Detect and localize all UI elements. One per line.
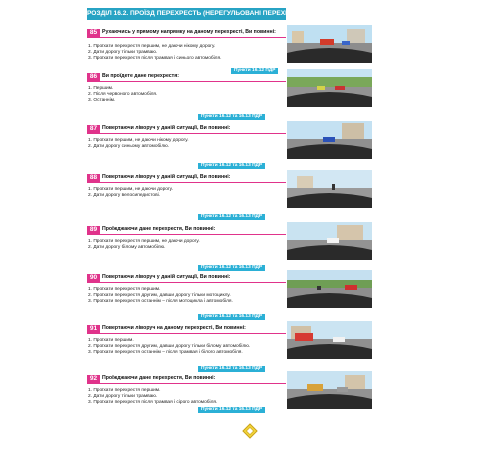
answer-option[interactable]: 2. Дати дорогу білому автомобілю. bbox=[88, 244, 166, 250]
answer-option[interactable]: 1. Проїхати першим, не даючи дорогу. bbox=[88, 187, 173, 192]
question-number: 86 bbox=[87, 73, 100, 81]
road-scene-image bbox=[287, 69, 372, 107]
answer-option[interactable]: 3. Проїхати перехрестя останнім – після мотоцикла і автомобіля. bbox=[88, 298, 233, 304]
question-number: 87 bbox=[87, 125, 100, 133]
question-title: Ви проїдете дане перехрестя: bbox=[102, 73, 179, 79]
road-scene-image bbox=[287, 321, 372, 359]
rule-reference: Пункти 16.12 та 16.13 ПДР bbox=[198, 214, 265, 220]
question-header bbox=[87, 375, 286, 384]
road-scene-image bbox=[287, 222, 372, 260]
road-scene-image bbox=[287, 270, 372, 308]
answer-option[interactable]: 2. Дати дорогу тільки трамваю. bbox=[88, 393, 158, 399]
answer-list bbox=[88, 44, 221, 61]
answer-option[interactable]: 1. Проїхати першим. bbox=[88, 338, 134, 343]
rule-reference: Пункти 16.12 ПДР bbox=[231, 68, 278, 74]
question-header bbox=[87, 274, 286, 283]
rule-reference: Пункти 16.12 та 16.13 ПДР bbox=[198, 163, 265, 169]
answer-option[interactable]: 3. Проїхати перехрестя після трамвая і сірого автомобіля. bbox=[88, 399, 218, 405]
answer-option[interactable]: 2. Дати дорогу велосипедистові. bbox=[88, 192, 161, 198]
road-scene-image bbox=[287, 121, 372, 159]
road-scene-image bbox=[287, 25, 372, 63]
rule-reference: Пункти 16.12 та 16.13 ПДР bbox=[198, 314, 265, 320]
answer-option[interactable]: 1. Проїхати перехрестя першим, не даючи нікому дорогу. bbox=[88, 44, 216, 49]
rule-reference: Пункти 16.12 та 16.13 ПДР bbox=[198, 114, 265, 120]
answer-list bbox=[88, 287, 233, 304]
answer-option[interactable]: 1. Проїхати перехрестя першим. bbox=[88, 287, 161, 292]
answer-list bbox=[88, 388, 217, 405]
answer-option[interactable]: 2. Проїхати перехрестя другим, давши дорогу тільки білому автомобілю. bbox=[88, 343, 251, 349]
question-number: 85 bbox=[87, 29, 100, 37]
question-number: 90 bbox=[87, 274, 100, 282]
question-number: 92 bbox=[87, 375, 100, 383]
answer-option[interactable]: 3. Останнім. bbox=[88, 97, 116, 103]
rule-reference: Пункти 16.12 та 16.13 ПДР bbox=[198, 407, 265, 413]
question-title: Рухаючись у прямому напрямку на даному перехресті, Ви повинні: bbox=[102, 29, 276, 35]
answer-list bbox=[88, 86, 157, 103]
answer-option[interactable]: 1. Проїхати перехрестя першим, не даючи дорогу. bbox=[88, 239, 200, 244]
question-header bbox=[87, 174, 286, 183]
answer-option[interactable]: 2. Проїхати перехрестя другим, давши дорогу тільки мотоциклу. bbox=[88, 292, 231, 298]
question-header bbox=[87, 73, 286, 82]
question-header bbox=[87, 325, 286, 334]
question-title: Повертаючи ліворуч у даній ситуації, Ви повинні: bbox=[102, 274, 231, 280]
question-title: Повертаючи ліворуч у даній ситуації, Ви повинні: bbox=[102, 125, 231, 131]
question-title: Повертаючи ліворуч на даному перехресті, Ви повинні: bbox=[102, 325, 246, 331]
question-header bbox=[87, 125, 286, 134]
rule-reference: Пункти 16.12 та 16.13 ПДР bbox=[198, 265, 265, 271]
section-title: РОЗДІЛ 16.2. ПРОЇЗД ПЕРЕХРЕСТЬ (НЕРЕГУЛЬОВАНІ ПЕРЕХРЕСТЯ) bbox=[87, 8, 286, 20]
answer-option[interactable]: 3. Проїхати перехрестя після трамвая і синього автомобіля. bbox=[88, 55, 222, 61]
answer-list bbox=[88, 239, 200, 251]
answer-list bbox=[88, 187, 173, 199]
rule-reference: Пункти 16.12 та 16.13 ПДР bbox=[198, 366, 265, 372]
answer-list bbox=[88, 338, 250, 355]
answer-option[interactable]: 1. Проїхати першим, не даючи нікому дорогу. bbox=[88, 138, 189, 143]
question-number: 91 bbox=[87, 325, 100, 333]
question-number: 88 bbox=[87, 174, 100, 182]
road-scene-image bbox=[287, 170, 372, 208]
answer-option[interactable]: 2. Дати дорогу синьому автомобілю. bbox=[88, 143, 170, 149]
answer-option[interactable]: 1. Проїхати перехрестя першим. bbox=[88, 388, 161, 393]
answer-option[interactable]: 2. Дати дорогу тільки трамваю. bbox=[88, 49, 158, 55]
answer-option[interactable]: 3. Проїхати перехрестя останнім – після трамвая і білого автомобіля. bbox=[88, 349, 243, 355]
question-title: Проїжджаючи дане перехрестя, Ви повинні: bbox=[102, 226, 216, 232]
answer-list bbox=[88, 138, 189, 150]
road-scene-image bbox=[287, 371, 372, 409]
question-title: Повертаючи ліворуч у даній ситуації, Ви повинні: bbox=[102, 174, 231, 180]
question-title: Проїжджаючи дане перехрестя, Ви повинні: bbox=[102, 375, 216, 381]
question-header bbox=[87, 29, 286, 38]
answer-option[interactable]: 1. Першим. bbox=[88, 86, 114, 91]
answer-option[interactable]: 2. Після червоного автомобіля. bbox=[88, 91, 158, 97]
road-sign-diamond-icon bbox=[243, 424, 257, 438]
question-header bbox=[87, 226, 286, 235]
question-number: 89 bbox=[87, 226, 100, 234]
